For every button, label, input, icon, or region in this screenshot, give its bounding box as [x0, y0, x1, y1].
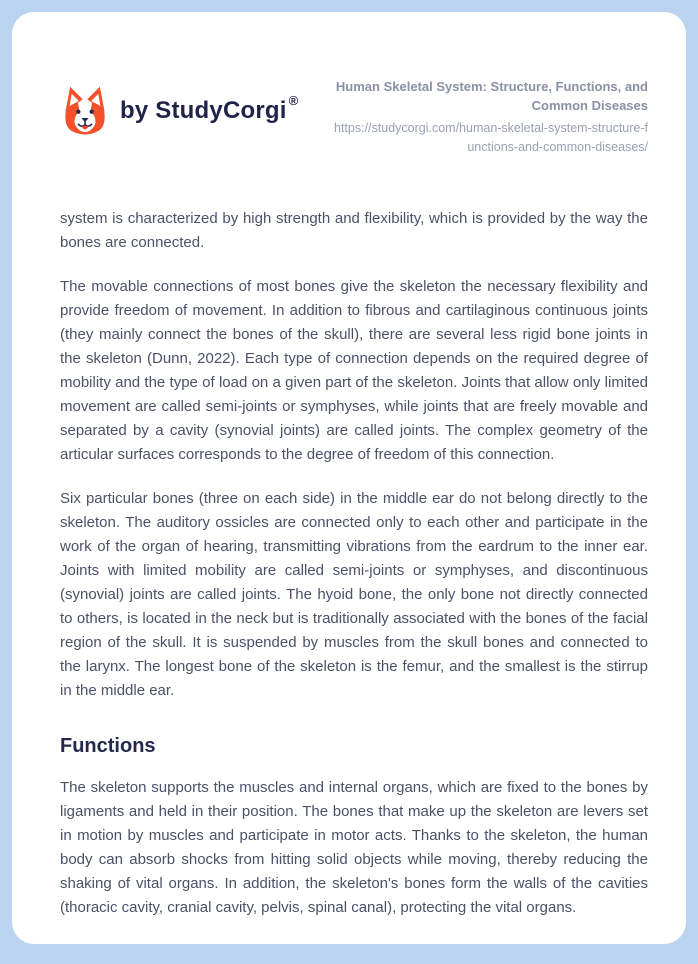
article-body	[60, 207, 648, 920]
paragraph-middle-ear-bones: Six particular bones (three on each side) in the middle ear do not belong directly to the skeleton. The auditory ossicles are connected only to each other and participate in the work of the organ of hearing, transmitting vibrations from the eardrum to the inner ear. Joints with limited mobility are called semi-joints or symphyses, and discontinuous (synovial) joints are called joints. The hyoid bone, the only bone not directly connected to others, is located in the neck but is traditionally associated with the bones of the facial region of the skull. It is suspended by muscles from the skull bones and connected to the larynx. The longest bone of the skeleton is the femur, and the smallest is the stirrup in the middle ear.	[60, 490, 648, 700]
document-title: Human Skeletal System: Structure, Functions, and Common Diseases	[335, 79, 648, 113]
brand-label: by StudyCorgi ®	[120, 93, 299, 124]
paragraph-skeleton-functions: The skeleton supports the muscles and internal organs, which are fixed to the bones by ligaments and held in their position. The bones that make up the skeleton are levers set in motion by muscles and participate in motor acts. Thanks to the skeleton, the human body can absorb shocks from hitting solid objects while moving, thereby reducing the shaking of vital organs. In addition, the skeleton's bones form the walls of the cavities (thoracic cavity, cranial cavity, pelvis, spinal canal), protecting the vital organs.	[60, 779, 648, 917]
document-header	[60, 76, 648, 157]
paragraph-intro-continuation: system is characterized by high strength and flexibility, which is provided by the way the bones are connected.	[60, 210, 648, 252]
functions-section-heading: Functions	[60, 735, 156, 758]
document-card	[12, 12, 686, 944]
document-url-link[interactable]: https://studycorgi.com/human-skeletal-system-structure-functions-and-common-diseases/	[334, 120, 648, 155]
studycorgi-logo[interactable]	[60, 86, 299, 136]
corgi-logo-icon	[60, 86, 110, 136]
document-meta	[330, 76, 648, 157]
paragraph-movable-connections: The movable connections of most bones give the skeleton the necessary flexibility and provide freedom of movement. In addition to fibrous and cartilaginous continuous joints (they mainly connect the bones of the skull), there are several less rigid bone joints in the skeleton (Dunn, 2022). Each type of connection depends on the required degree of mobility and the type of load on a given part of the skeleton. Joints that allow only limited movement are called semi-joints or symphyses, while joints that are freely movable and separated by a cavity (synovial joints) are called joints. The complex geometry of the articular surfaces corresponds to the degree of freedom of this connection.	[60, 278, 648, 464]
registered-trademark: ®	[288, 93, 299, 108]
